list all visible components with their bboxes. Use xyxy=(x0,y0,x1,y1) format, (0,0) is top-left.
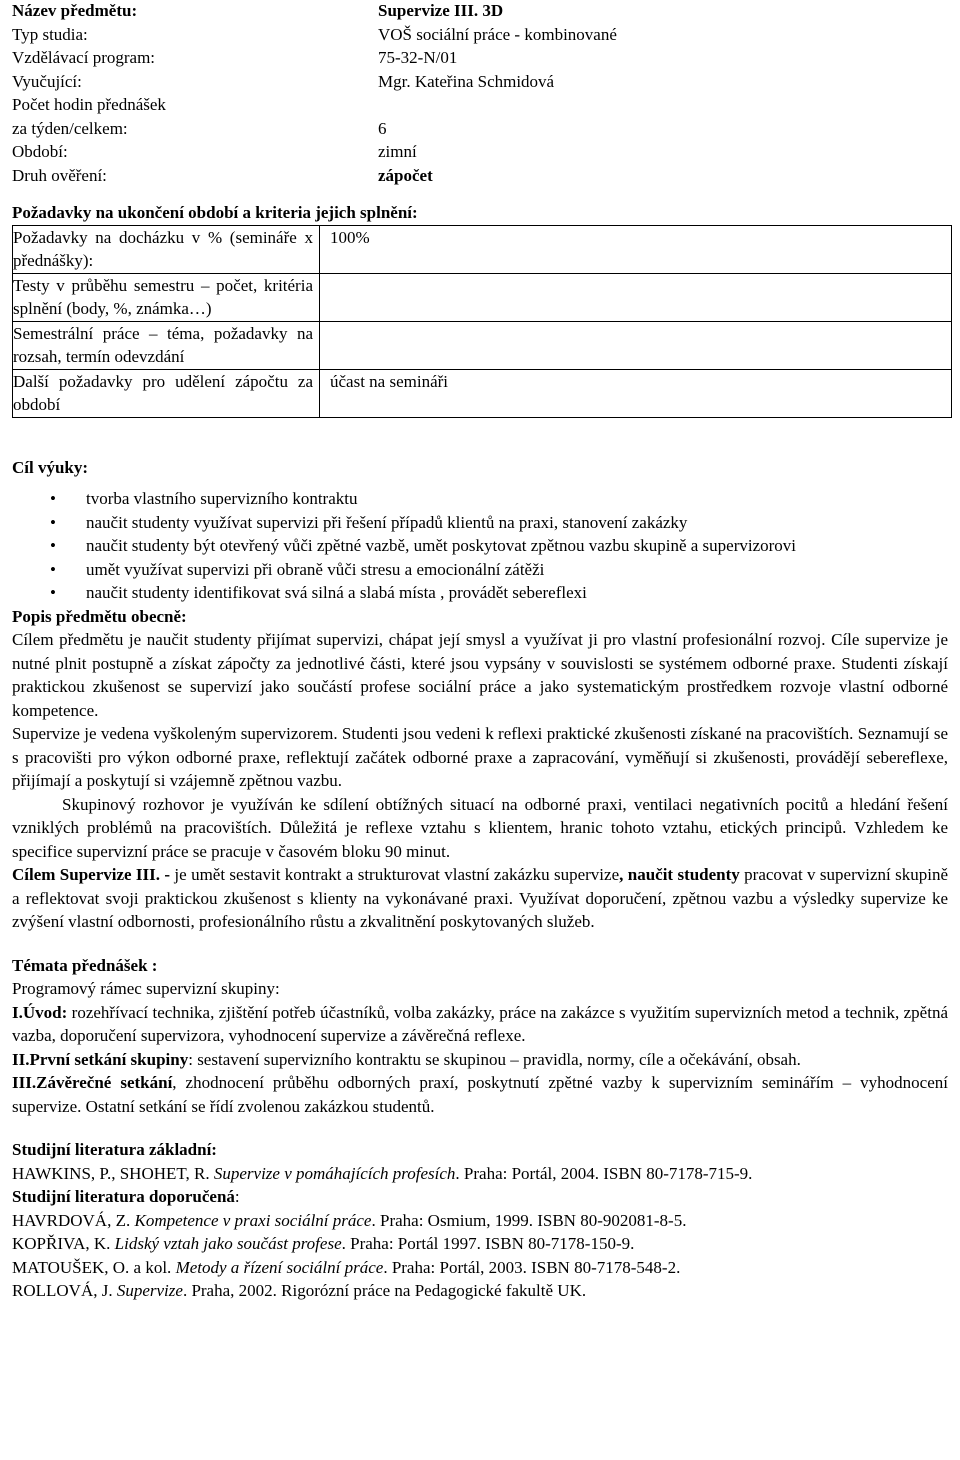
description-paragraph: Supervize je vedena vyškoleným supervizorem. Studenti jsou vedeni k reflexi praktické zkušenosti získané na pracovištích. Seznamují se s pracovišti pro výkon odborné praxe, reflektují začátek odborné praxe a zapracování, vyměňují si zkušenosti, provádějí sebereflexe, přijímají a poskytují si vzájemně zpětnou vazbu. xyxy=(12,724,948,790)
reference-title: Kompetence v praxi sociální práce xyxy=(134,1210,372,1230)
description-text: , naučit studenty xyxy=(619,865,740,884)
goal-statement-label: Cílem Supervize III. - xyxy=(12,865,171,884)
goals-list xyxy=(12,487,948,605)
topics-heading: Témata přednášek : xyxy=(12,955,158,975)
meta-value: zimní xyxy=(378,142,417,161)
reference-publication: . Praha: Osmium, 1999. ISBN 80-902081-8-5. xyxy=(371,1210,687,1230)
goal-text: naučit studenty využívat supervizi při řešení případů klientů na praxi, stanovení zakázky xyxy=(86,512,688,532)
literature-entry xyxy=(12,1279,948,1303)
reference-publication: . Praha: Portál, 2004. ISBN 80-7178-715-9. xyxy=(455,1163,753,1183)
goal-text: naučit studenty identifikovat svá silná a slabá místa , provádět sebereflexi xyxy=(86,583,587,602)
meta-value xyxy=(378,93,948,117)
requirement-value: účast na semináři xyxy=(320,369,952,417)
goal-text: tvorba vlastního supervizního kontraktu xyxy=(86,489,358,508)
literature-entry xyxy=(12,1209,948,1233)
table-row xyxy=(13,369,952,417)
reference-author: MATOUŠEK, O. a kol. xyxy=(12,1257,176,1277)
meta-label: Počet hodin přednášek xyxy=(12,95,166,114)
requirement-value xyxy=(320,273,952,321)
meta-value: 6 xyxy=(378,118,387,138)
requirement-label: Požadavky na docházku v % (semináře x přednášky): xyxy=(13,225,320,273)
bullet-icon: • xyxy=(50,536,56,555)
requirement-value: 100% xyxy=(320,225,952,273)
reference-author: HAWKINS, P., SHOHET, R. xyxy=(12,1163,214,1183)
topic-number: I. xyxy=(12,1002,23,1022)
course-metadata xyxy=(12,0,948,187)
requirement-label: Další požadavky pro udělení zápočtu za období xyxy=(13,369,320,417)
goal-text: umět využívat supervizi při obraně vůči stresu a emocionální zátěži xyxy=(86,559,545,579)
requirements-heading: Požadavky na ukončení období a kriteria jejich splnění: xyxy=(12,203,418,222)
description-paragraph: Skupinový rozhovor je využíván ke sdílení obtížných situací na odborné praxi, ventilaci negativních pocitů a hledání řešení vzniklých problémů na pracovištích. Důležitá je reflexe vztahu s klientem, hranic tohoto vztahu, etických principů. Vzhledem ke specifice supervizní práce se pracuje v časovém bloku 90 minut. xyxy=(12,794,948,861)
table-row xyxy=(13,273,952,321)
topic-number: II. xyxy=(12,1049,30,1069)
meta-label: Vyučující: xyxy=(12,71,82,91)
list-item xyxy=(12,558,948,582)
meta-label: Název předmětu: xyxy=(12,1,138,20)
description-paragraph: Cílem předmětu je naučit studenty přijímat supervizi, chápat její smysl a využívat ji pro vlastní profesionální rozvoj. Cíle supervize je nutné plnit postupně a získat zápočty za jednotlivé části, které jsou vypsány v souvislosti se systémem odborné praxe. Studenti získají praktickou zkušenost se supervizí jako součástí profese sociální práce a jako systematickým prostředkem rozvoje vlastní odborné kompetence. xyxy=(12,630,948,720)
goal-text: naučit studenty být otevřený vůči zpětné vazbě, umět poskytovat zpětnou vazbu skupině a supervizorovi xyxy=(86,536,797,555)
meta-label: Druh ověření: xyxy=(12,165,107,185)
literature-entry xyxy=(12,1232,948,1256)
bullet-icon: • xyxy=(50,559,56,579)
reference-title: Metody a řízení sociální práce xyxy=(175,1257,384,1277)
requirement-value xyxy=(320,321,952,369)
bullet-icon: • xyxy=(50,512,56,532)
description-text: je umět sestavit kontrakt a strukturovat vlastní zakázku supervize xyxy=(170,865,620,884)
heading-text: : xyxy=(234,1187,240,1206)
list-item xyxy=(12,581,948,605)
requirement-label: Testy v průběhu semestru – počet, kritéria splnění (body, %, známka…) xyxy=(13,273,320,321)
list-item xyxy=(12,511,948,535)
basic-literature-heading: Studijní literatura základní: xyxy=(12,1140,217,1159)
meta-value: VOŠ sociální práce - kombinované xyxy=(378,24,617,44)
description-text: pracovat v supervizní skupině a reflektovat svoji praktickou zkušenost s klienty na vykonávané praxi. Využívat doporučení, zpětnou vazbu a výsledky supervize ke zvýšení vlastní odbornosti, profesionálního růstu a zkvalitnění poskytovaných služeb. xyxy=(12,865,948,931)
table-row xyxy=(13,321,952,369)
goals-heading: Cíl výuky: xyxy=(12,457,89,477)
meta-value: 75-32-N/01 xyxy=(378,48,458,67)
bullet-icon: • xyxy=(50,583,56,602)
literature-entry xyxy=(12,1162,948,1186)
reference-author: ROLLOVÁ, J. xyxy=(12,1281,117,1300)
literature-entry xyxy=(12,1256,948,1280)
reference-title: Lidský vztah jako součást profese xyxy=(114,1234,342,1253)
reference-publication: . Praha, 2002. Rigorózní práce na Pedagogické fakultě UK. xyxy=(182,1281,587,1300)
topic-text: : sestavení supervizního kontraktu se skupinou – pravidla, normy, cíle a očekávání, obsah. xyxy=(188,1049,801,1069)
bullet-icon: • xyxy=(50,489,56,508)
topic-item xyxy=(12,1071,948,1118)
meta-label: Vzdělávací program: xyxy=(12,48,156,67)
meta-label: Typ studia: xyxy=(12,24,88,44)
topic-text: , zhodnocení průběhu odborných praxí, poskytnutí zpětné vazby k supervizním seminářím – vyhodnocení supervize. Ostatní setkání se řídí zvolenou zakázkou studentů. xyxy=(12,1073,948,1116)
meta-label: Období: xyxy=(12,142,68,161)
requirement-label: Semestrální práce – téma, požadavky na rozsah, termín odevzdání xyxy=(13,321,320,369)
topics-intro: Programový rámec supervizní skupiny: xyxy=(12,979,280,998)
reference-title: Supervize v pomáhajících profesích xyxy=(213,1163,456,1183)
topic-item xyxy=(12,1048,948,1072)
reference-title: Supervize xyxy=(116,1281,183,1300)
topic-item xyxy=(12,1001,948,1048)
reference-author: KOPŘIVA, K. xyxy=(12,1234,115,1253)
recommended-literature-heading xyxy=(12,1185,948,1209)
meta-value: Mgr. Kateřina Schmidová xyxy=(378,71,555,91)
meta-value: Supervize III. 3D xyxy=(378,1,504,20)
topic-title: Úvod: xyxy=(22,1002,68,1022)
reference-author: HAVRDOVÁ, Z. xyxy=(12,1210,135,1230)
reference-publication: . Praha: Portál, 2003. ISBN 80-7178-548-2. xyxy=(383,1257,681,1277)
description-heading: Popis předmětu obecně: xyxy=(12,606,187,626)
reference-publication: . Praha: Portál 1997. ISBN 80-7178-150-9. xyxy=(341,1234,635,1253)
list-item xyxy=(12,487,948,511)
topic-title: Závěrečné setkání xyxy=(36,1073,173,1092)
meta-label: za týden/celkem: xyxy=(12,118,128,138)
list-item xyxy=(12,534,948,558)
table-row xyxy=(13,225,952,273)
meta-value: zápočet xyxy=(378,165,433,185)
description-paragraph xyxy=(12,863,948,934)
heading-text: Studijní literatura doporučená xyxy=(12,1187,235,1206)
requirements-table xyxy=(12,225,952,418)
topic-title: První setkání skupiny xyxy=(29,1049,189,1069)
topic-number: III. xyxy=(12,1073,37,1092)
topic-text: rozehřívací technika, zjištění potřeb účastníků, volba zakázky, práce na zakázce s využitím supervizních metod a technik, zpětná vazba, doporučení supervizora, vyhodnocení supervize a závěrečná reflexe. xyxy=(12,1002,948,1045)
